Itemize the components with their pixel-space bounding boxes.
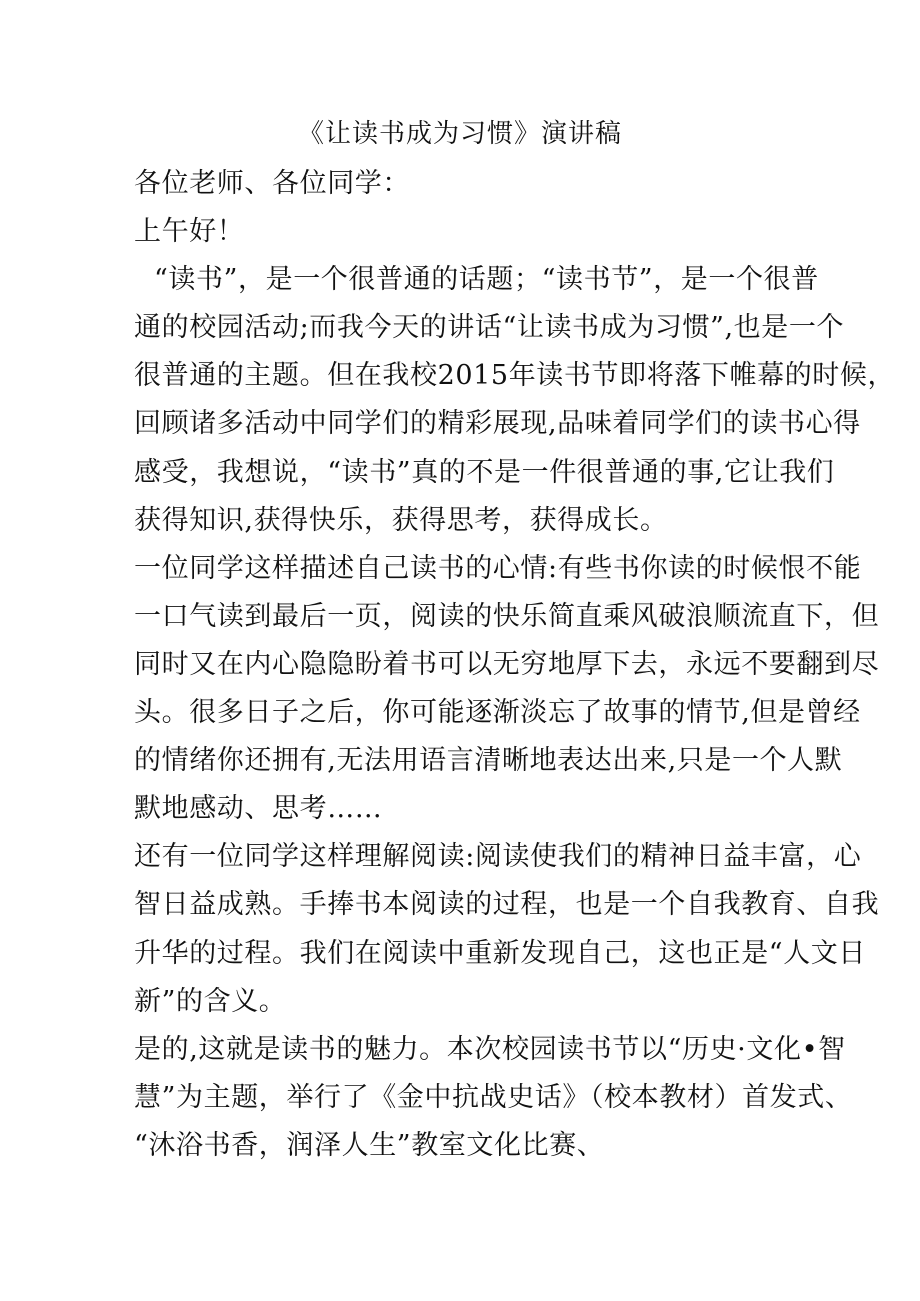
paragraph-line: 回顾诸多活动中同学们的精彩展现,品味着同学们的读书心得 [134,408,861,440]
paragraph-line: 一位同学这样描述自己读书的心情:有些书你读的时候恨不能 [134,552,862,584]
greeting-line: 上午好！ [134,216,245,248]
paragraph-line: 通的校园活动;而我今天的讲话“让读书成为习惯”,也是一个 [134,312,845,344]
salutation-line: 各位老师、各位同学： [134,168,410,199]
document-body [134,160,896,1170]
paragraph-line: “读书”，是一个很普通的话题；“读书节”，是一个很普 [154,264,819,296]
paragraph-line: 一口气读到最后一页，阅读的快乐简直乘风破浪顺流直下，但 [134,600,880,632]
paragraph-line: 还有一位同学这样理解阅读:阅读使我们的精神日益丰富，心 [134,841,862,873]
paragraph-line: 获得知识,获得快乐，获得思考，获得成长。 [134,504,668,536]
paragraph-line: 默地感动、思考…… [134,793,383,825]
paragraph-line: 慧”为主题，举行了《金中抗战史话》（校本教材）首发式、 [134,1081,853,1113]
document-title: 《让读书成为习惯》演讲稿 [297,119,622,149]
paragraph-line: 智日益成熟。手捧书本阅读的过程，也是一个自我教育、自我 [134,889,880,921]
paragraph-line: 升华的过程。我们在阅读中重新发现自己，这也正是“人文日 [134,937,867,969]
paragraph-line: 很普通的主题。但在我校2015年读书节即将落下帷幕的时候， [134,360,896,392]
paragraph-line: “沐浴书香，润泽人生”教室文化比赛、 [134,1129,605,1161]
paragraph-line: 头。很多日子之后，你可能逐渐淡忘了故事的情节,但是曾经 [134,697,861,729]
paragraph-line: 的情绪你还拥有,无法用语言清晰地表达出来,只是一个人默 [134,745,843,777]
paragraph-line: 是的,这就是读书的魅力。本次校园读书节以“历史·文化•智 [134,1033,846,1065]
paragraph-line: 新”的含义。 [134,985,287,1017]
paragraph-line: 感受，我想说，“读书”真的不是一件很普通的事,它让我们 [134,456,835,488]
paragraph-line: 同时又在内心隐隐盼着书可以无穷地厚下去，永远不要翻到尽 [134,648,880,680]
